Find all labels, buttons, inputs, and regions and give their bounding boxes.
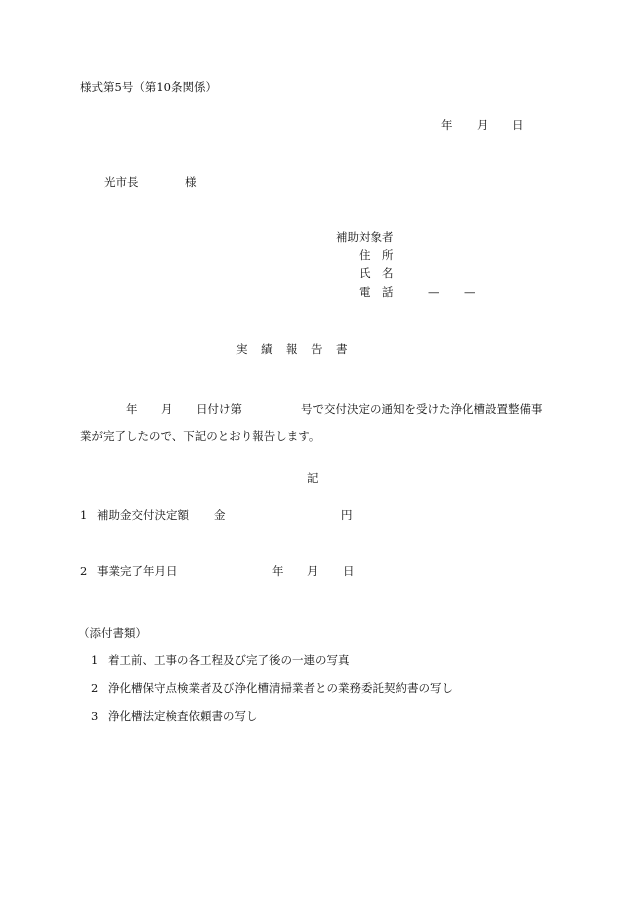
addressee-name: 光市長 [104,175,139,189]
ki-label: 記 [307,471,319,485]
item2-year: 年 [272,564,284,578]
attachment-number: 3 [91,709,99,723]
phone-label: 電 話 [359,285,394,299]
document-title: 実 績 報 告 書 [236,342,349,356]
item1-label: 補助金交付決定額 [97,508,189,522]
attachment-number: 2 [91,681,99,695]
date-year-label: 年 [441,118,453,132]
body-line2: 業が完了したので、下記のとおり報告します。 [80,429,321,443]
applicant-heading: 補助対象者 [336,230,394,244]
addressee-honorific: 様 [185,175,197,189]
attachment-text: 浄化槽法定検査依頼書の写し [108,709,258,723]
item1-number: 1 [80,508,88,522]
phone-dash-1: — [428,285,440,299]
date-day-label: 日 [512,118,524,132]
attachment-text: 着工前、工事の各工程及び完了後の一連の写真 [108,653,350,667]
body-year-label: 年 [126,402,138,416]
address-label: 住 所 [359,248,394,262]
item2-number: 2 [80,564,88,578]
attachments-heading: （添付書類） [78,626,147,640]
item2-label: 事業完了年月日 [97,564,178,578]
name-label: 氏 名 [359,266,394,280]
phone-dash-2: — [464,285,476,299]
attachment-text: 浄化槽保守点検業者及び浄化槽清掃業者との業務委託契約書の写し [108,681,453,695]
item1-yen: 円 [341,508,353,522]
item2-day: 日 [343,564,355,578]
body-month-label: 月 [161,402,173,416]
attachment-number: 1 [91,653,99,667]
body-line1-rest: 号で交付決定の通知を受けた浄化槽設置整備事 [301,402,543,416]
body-day-ref: 日付け第 [196,402,242,416]
form-number: 様式第5号（第10条関係） [80,80,217,94]
item2-month: 月 [307,564,319,578]
item1-kin: 金 [214,508,226,522]
date-month-label: 月 [477,118,489,132]
